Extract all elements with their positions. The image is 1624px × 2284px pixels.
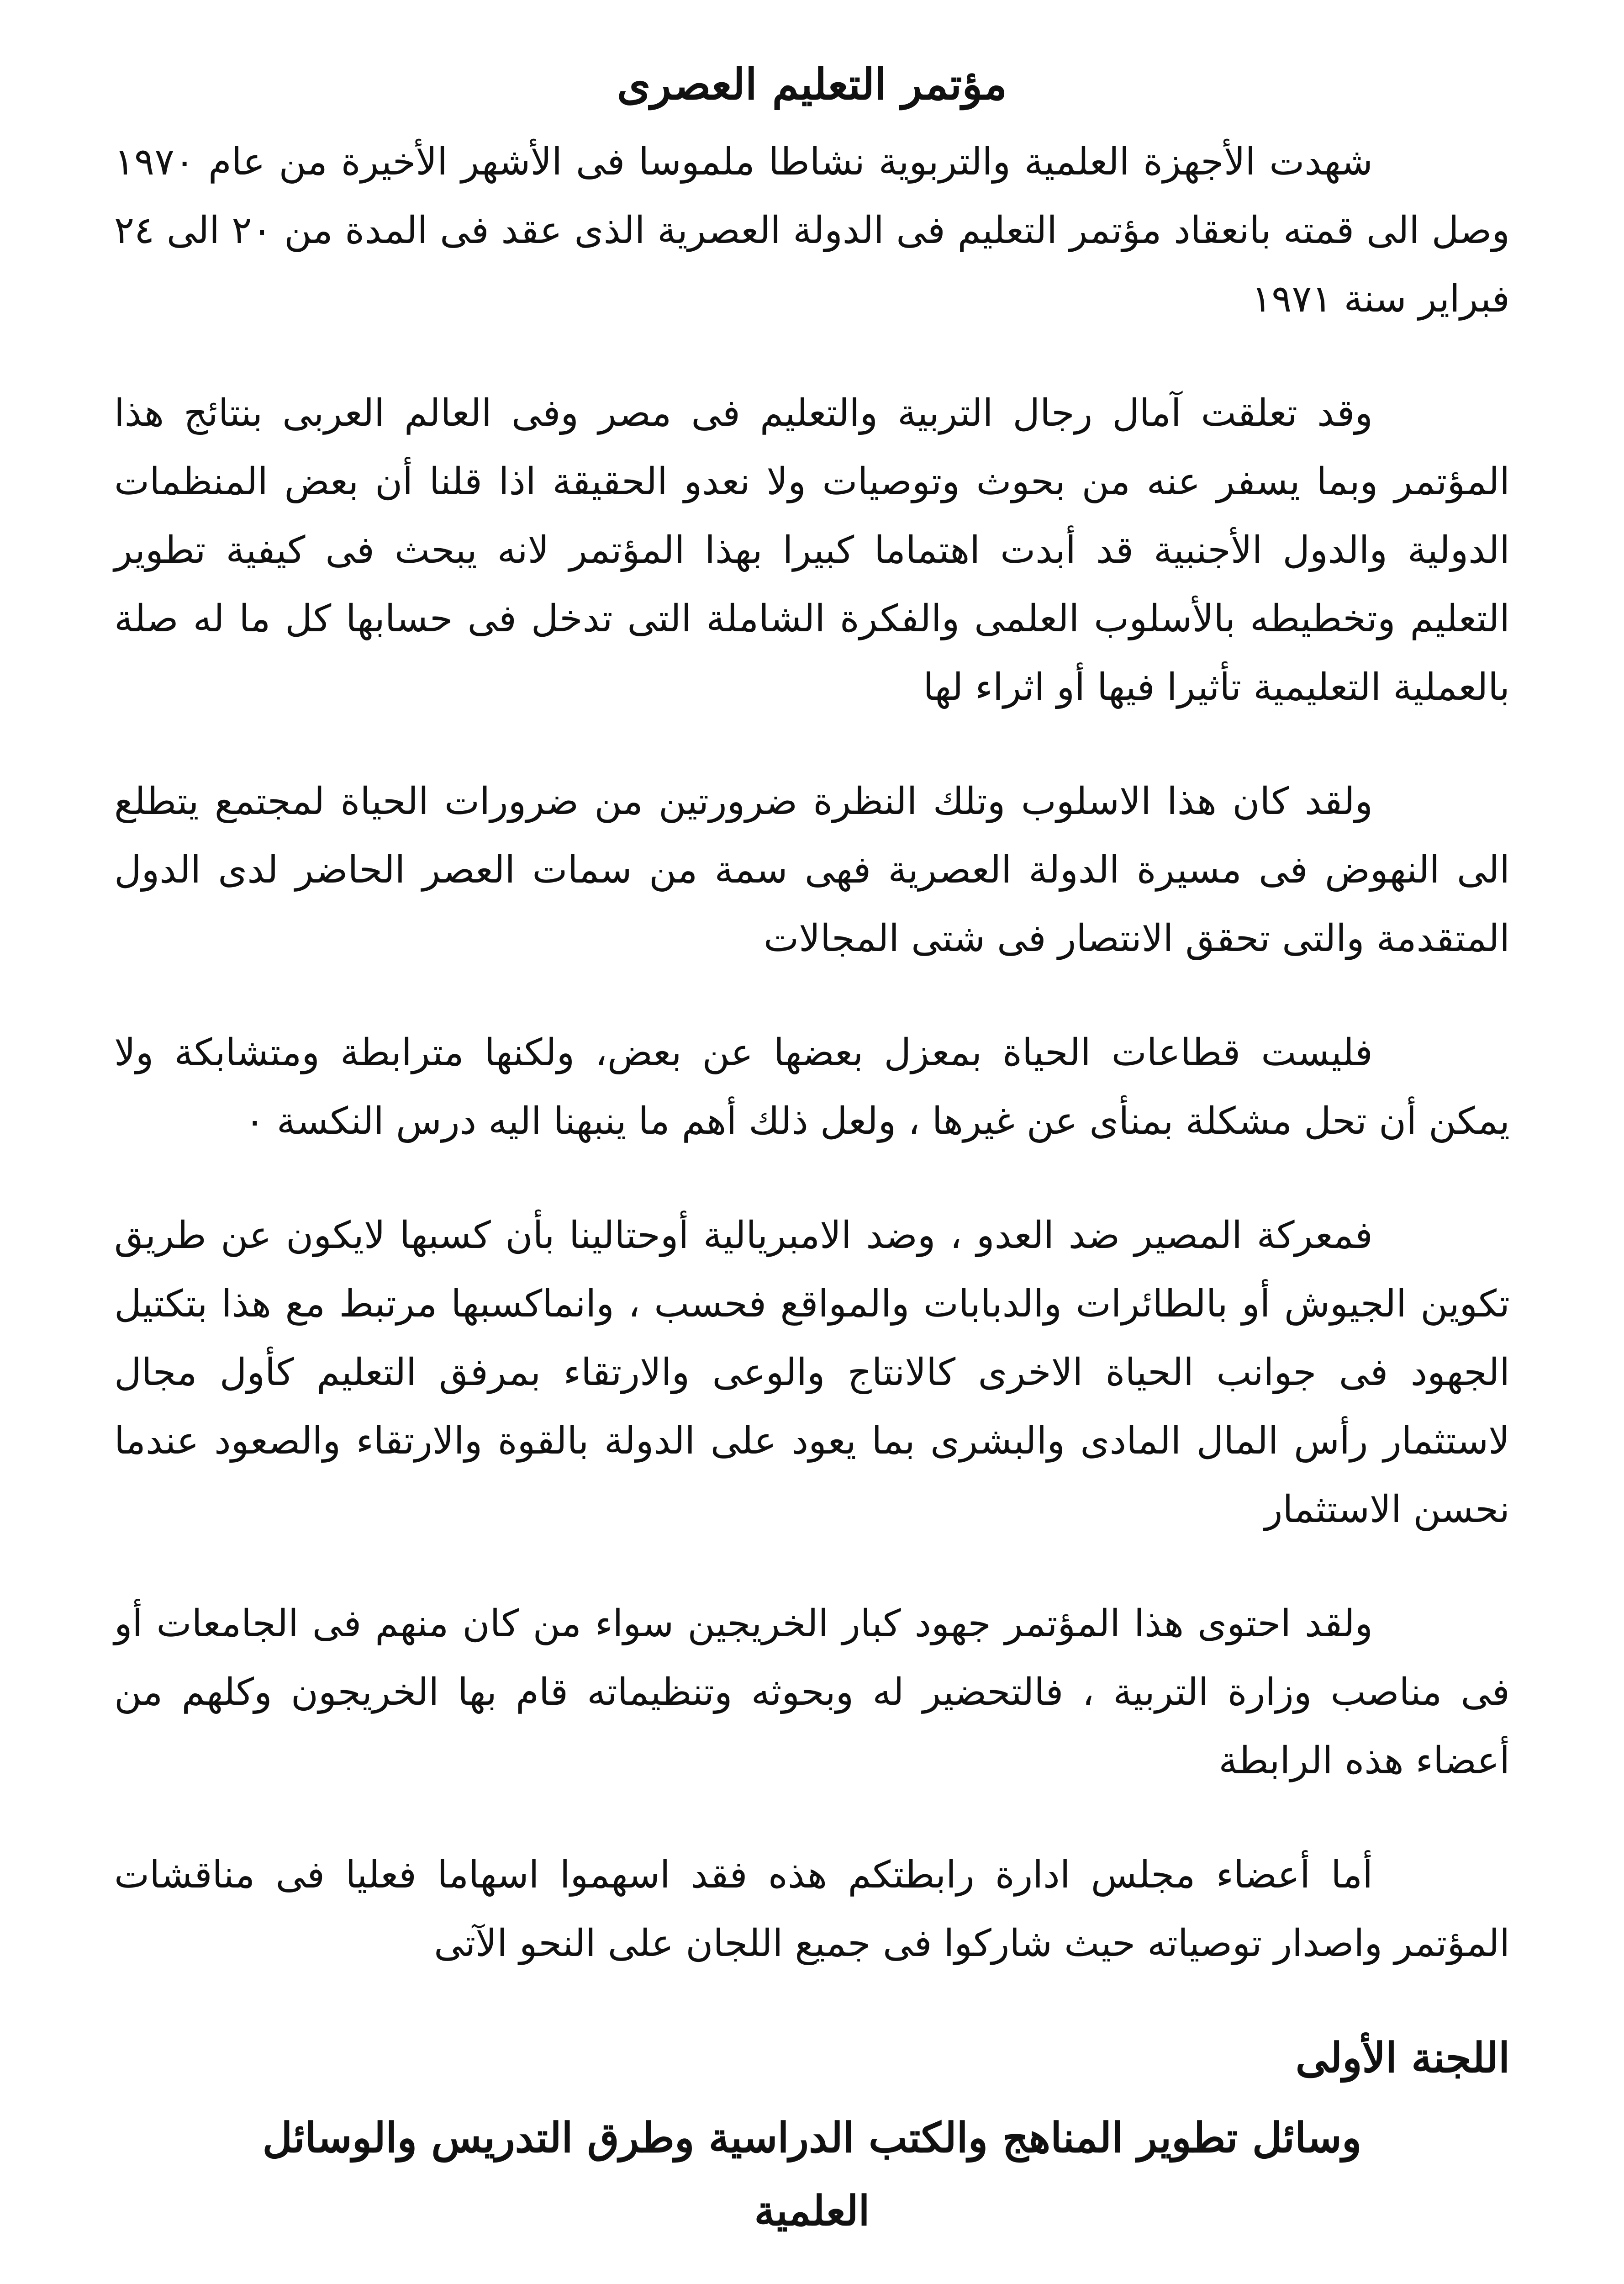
- paragraph-2: وقد تعلقت آمال رجال التربية والتعليم فى مصر وفى العالم العربى بنتائج هذا المؤتمر وبما يسفر عنه من بحوث وتوصيات ولا نعدو الحقيقة اذا قلنا أن بعض المنظمات الدولية والدول الأجنبية قد أبدت اهتماما كبيرا بهذا المؤتمر لانه يبحث فى كيفية تطوير التعليم وتخطيطه بالأسلوب العلمى والفكرة الشاملة التى تدخل فى حسابها كل ما له صلة بالعملية التعليمية تأثيرا فيها أو اثراء لها: [114, 391, 1510, 709]
- committee-subtitle: وسائل تطوير المناهج والكتب الدراسية وطرق التدريس والوسائل العلمية: [262, 2114, 1362, 2235]
- committee-member: [114, 2279, 1510, 2284]
- paragraph-1: شهدت الأجهزة العلمية والتربوية نشاطا ملموسا فى الأشهر الأخيرة من عام ١٩٧٠ وصل الى قمته بانعقاد مؤتمر التعليم فى الدولة العصرية الذى عقد فى المدة من ٢٠ الى ٢٤ فبراير سنة ١٩٧١: [114, 140, 1510, 321]
- paragraph-4: فليست قطاعات الحياة بمعزل بعضها عن بعض، ولكنها مترابطة ومتشابكة ولا يمكن أن تحل مشكلة بمنأى عن غيرها ، ولعل ذلك أهم ما ينبهنا اليه درس النكسة ٠: [114, 1031, 1510, 1143]
- paragraph-5: فمعركة المصير ضد العدو ، وضد الامبريالية أوحتالينا بأن كسبها لايكون عن طريق تكوين الجيوش أو بالطائرات والدبابات والمواقع فحسب ، وانماكسبها مرتبط مع هذا بتكتيل الجهود فى جوانب الحياة الاخرى كالانتاج والوعى والارتقاء بمرفق التعليم كأول مجال لاستثمار رأس المال المادى والبشرى بما يعود على الدولة بالقوة والارتقاء والصعود عندما نحسن الاستثمار: [114, 1214, 1510, 1531]
- paragraph-7: أما أعضاء مجلس ادارة رابطتكم هذه فقد اسهموا اسهاما فعليا فى مناقشات المؤتمر واصدار توصياته حيث شاركوا فى جميع اللجان على النحو الآتى: [114, 1853, 1510, 1965]
- paragraph-6: ولقد احتوى هذا المؤتمر جهود كبار الخريجين سواء من كان منهم فى الجامعات أو فى مناصب وزارة التربية ، فالتحضير له وبحوثه وتنظيماته قام بها الخريجون وكلهم من أعضاء هذه الرابطة: [114, 1602, 1510, 1782]
- committee-title: اللجنة الأولى: [1295, 2034, 1510, 2082]
- member-name: [114, 2279, 1510, 2284]
- page-title: مؤتمر التعليم العصرى: [617, 59, 1007, 110]
- paragraph-3: ولقد كان هذا الاسلوب وتلك النظرة ضرورتين من ضرورات الحياة لمجتمع يتطلع الى النهوض فى مسيرة الدولة العصرية فهى سمة من سمات العصر الحاضر لدى الدول المتقدمة والتى تحقق الانتصار فى شتى المجالات: [114, 780, 1510, 960]
